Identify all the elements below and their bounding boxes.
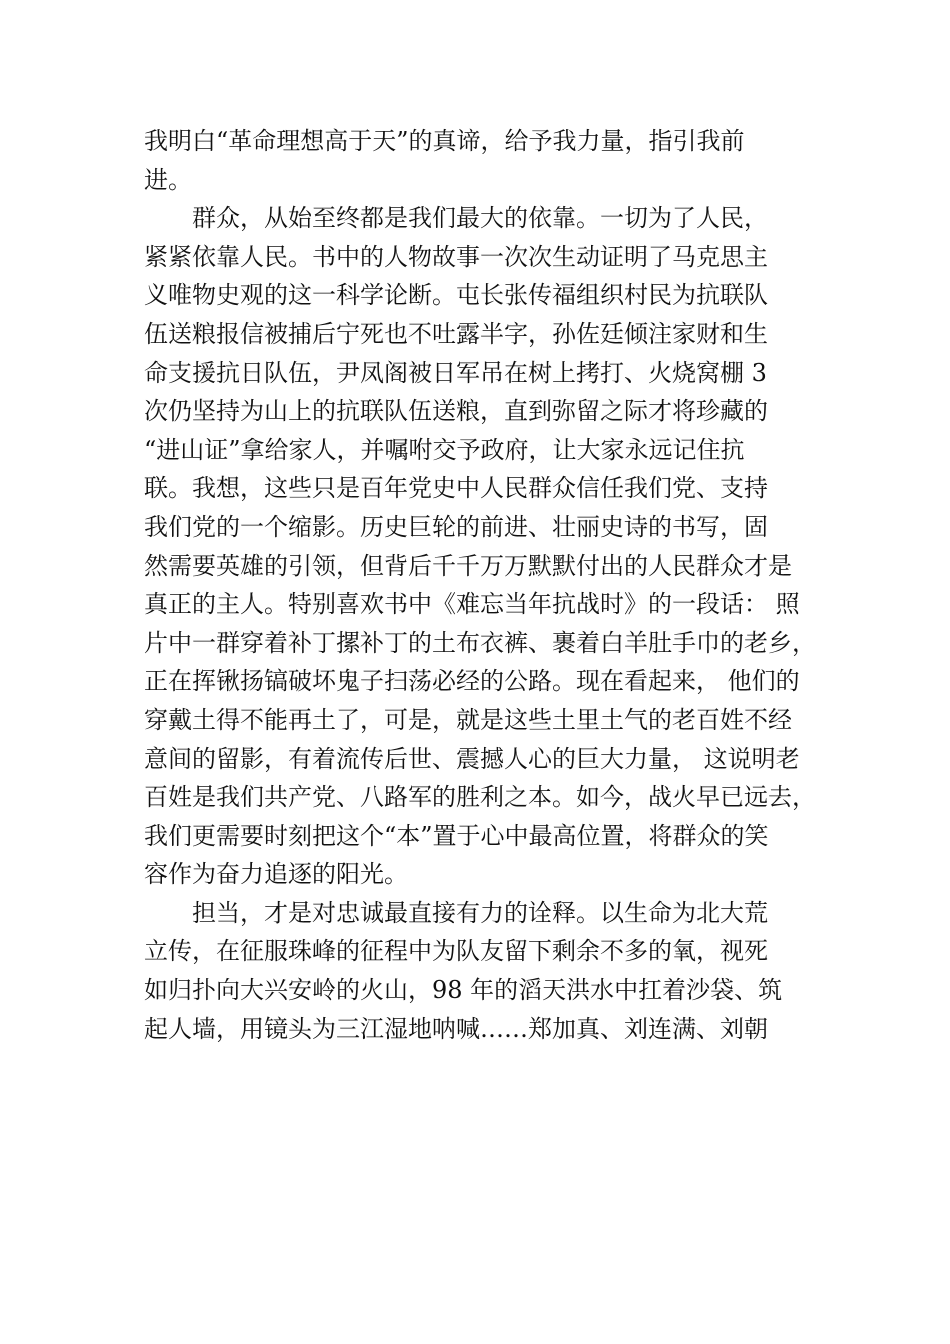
body-text bbox=[144, 122, 834, 1048]
text-line: 义唯物史观的这一科学论断。屯长张传福组织村民为抗联队 bbox=[144, 281, 768, 310]
text-line: 片中一群穿着补丁摞补丁的土布衣裤、裹着白羊肚手巾的老乡， bbox=[144, 628, 816, 657]
text-line: 真正的主人。特别喜欢书中《难忘当年抗战时》的一段话： 照 bbox=[144, 590, 800, 619]
text-line: 穿戴土得不能再土了，可是，就是这些土里土气的老百姓不经 bbox=[144, 705, 792, 734]
text-line: 百姓是我们共产党、八路军的胜利之本。如今，战火早已远去， bbox=[144, 783, 816, 812]
text-line: 进。 bbox=[144, 165, 192, 194]
text-line: 容作为奋力追逐的阳光。 bbox=[144, 860, 408, 889]
text-line: 然需要英雄的引领，但背后千千万万默默付出的人民群众才是 bbox=[144, 551, 792, 580]
text-line: 正在挥锹扬镐破坏鬼子扫荡必经的公路。现在看起来， 他们的 bbox=[144, 667, 800, 696]
text-line: 命支援抗日队伍，尹凤阁被日军吊在树上拷打、火烧窝棚 3 bbox=[144, 358, 767, 387]
text-line: 意间的留影，有着流传后世、震撼人心的巨大力量， 这说明老 bbox=[144, 744, 800, 773]
text-line: 担当，才是对忠诚最直接有力的诠释。以生命为北大荒 bbox=[192, 898, 768, 927]
text-line: 如归扑向大兴安岭的火山，98 年的滔天洪水中扛着沙袋、筑 bbox=[144, 976, 783, 1005]
text-line: 我们党的一个缩影。历史巨轮的前进、壮丽史诗的书写，固 bbox=[144, 512, 768, 541]
text-line: “进山证”拿给家人，并嘱咐交予政府，让大家永远记住抗 bbox=[144, 435, 745, 464]
text-line: 起人墙，用镜头为三江湿地呐喊……郑加真、刘连满、刘朝 bbox=[144, 1014, 768, 1043]
text-line: 次仍坚持为山上的抗联队伍送粮，直到弥留之际才将珍藏的 bbox=[144, 397, 768, 426]
text-line: 联。我想，这些只是百年党史中人民群众信任我们党、支持 bbox=[144, 474, 768, 503]
text-line: 紧紧依靠人民。书中的人物故事一次次生动证明了马克思主 bbox=[144, 242, 768, 271]
text-line: 群众，从始至终都是我们最大的依靠。一切为了人民， bbox=[192, 204, 768, 233]
text-line: 我们更需要时刻把这个“本”置于心中最高位置，将群众的笑 bbox=[144, 821, 769, 850]
text-line: 伍送粮报信被捕后宁死也不吐露半字，孙佐廷倾注家财和生 bbox=[144, 319, 768, 348]
text-line: 立传，在征服珠峰的征程中为队友留下剩余不多的氧，视死 bbox=[144, 937, 768, 966]
text-line: 我明白“革命理想高于天”的真谛，给予我力量，指引我前 bbox=[144, 127, 745, 155]
